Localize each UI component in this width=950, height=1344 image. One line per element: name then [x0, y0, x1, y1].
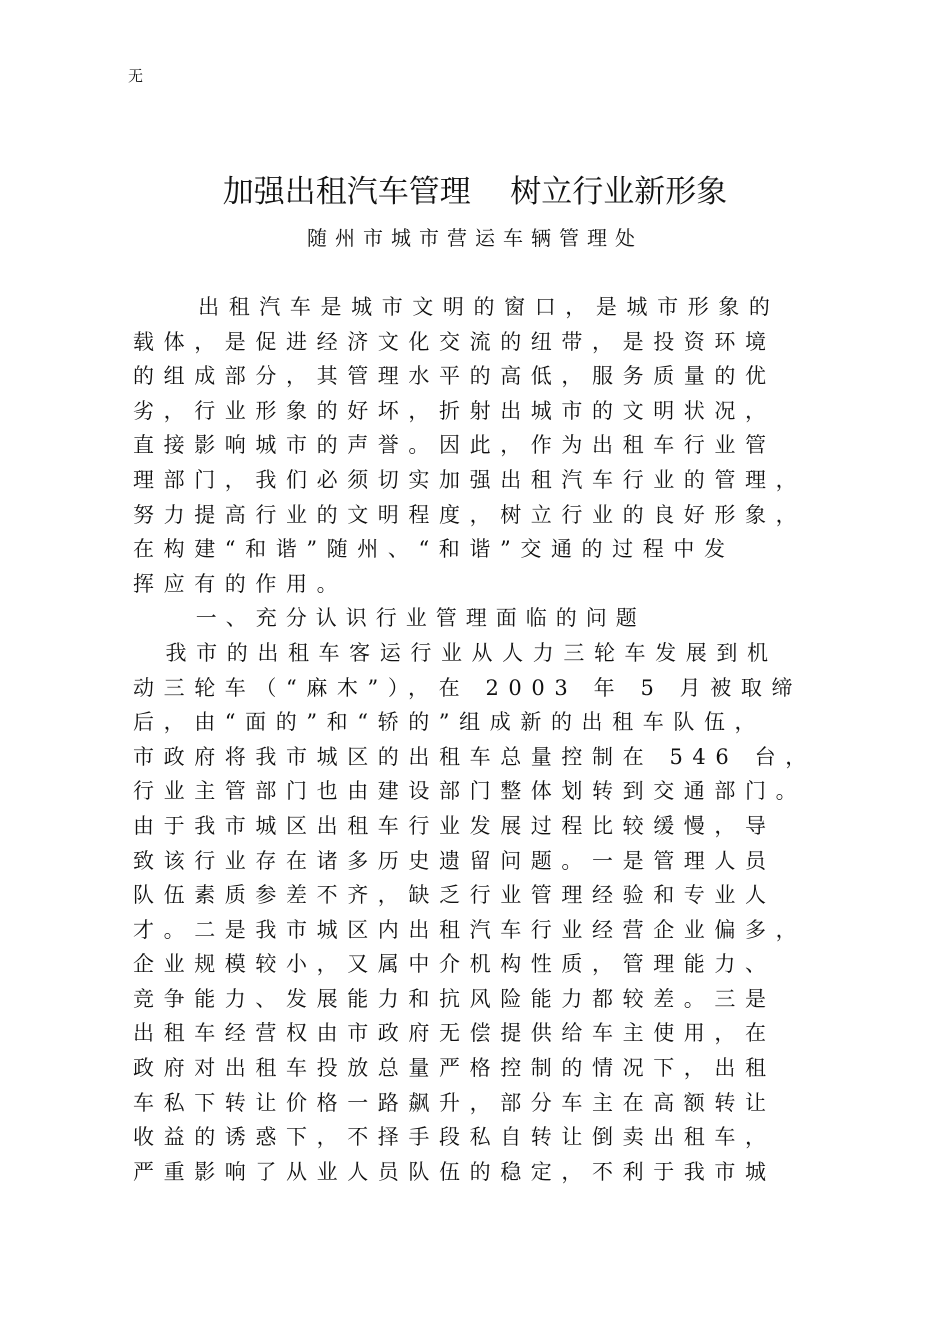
body-line: 理部门，我们必须切实加强出租汽车行业的管理， — [133, 467, 807, 492]
body-line: 队伍素质参差不齐，缺乏行业管理经验和专业人 — [133, 883, 776, 908]
body-line: 动三轮车（“麻木”），在 2003 年 5 月被取缔 — [133, 675, 803, 700]
body-line: 行业主管部门也由建设部门整体划转到交通部门。 — [133, 779, 807, 804]
body-line: 政府对出租车投放总量严格控制的情况下，出租 — [133, 1056, 776, 1081]
body-line: 车私下转让价格一路飙升，部分车主在高额转让 — [133, 1090, 776, 1115]
header-mark: 无 — [128, 67, 144, 85]
body-line: 竞争能力、发展能力和抗风险能力都较差。三是 — [133, 986, 776, 1011]
body-line: 出租汽车是城市文明的窗口，是城市形象的 — [133, 295, 780, 319]
body-line: 劣，行业形象的好坏，折射出城市的文明状况， — [133, 398, 776, 423]
document-title: 加强出租汽车管理 树立行业新形象 — [222, 174, 728, 210]
body-line: 致该行业存在诸多历史遗留问题。一是管理人员 — [133, 848, 776, 873]
body-line: 载体，是促进经济文化交流的纽带，是投资环境 — [133, 329, 776, 354]
body-line: 的组成部分，其管理水平的高低，服务质量的优 — [133, 364, 776, 389]
body-line: 直接影响城市的声誉。因此，作为出租车行业管 — [133, 433, 776, 458]
body-line: 在构建“和谐”随州、“和谐”交通的过程中发 — [133, 537, 735, 562]
document-body — [133, 290, 843, 1189]
body-line: 后，由“面的”和“轿的”组成新的出租车队伍， — [133, 710, 766, 735]
body-line: 严重影响了从业人员队伍的稳定，不利于我市城 — [133, 1159, 776, 1184]
body-line: 市政府将我市城区的出租车总量控制在 546 台， — [133, 744, 816, 769]
body-line: 努力提高行业的文明程度，树立行业的良好形象， — [133, 502, 807, 527]
body-line: 由于我市城区出租车行业发展过程比较缓慢，导 — [133, 813, 776, 838]
body-line: 我市的出租车客运行业从人力三轮车发展到机 — [133, 640, 778, 665]
body-line: 收益的诱惑下，不择手段私自转让倒卖出租车， — [133, 1125, 776, 1150]
body-line: 挥应有的作用。 — [133, 571, 348, 596]
body-line: 才。二是我市城区内出租汽车行业经营企业偏多， — [133, 917, 807, 942]
body-line: 出租车经营权由市政府无偿提供给车主使用，在 — [133, 1021, 776, 1046]
document-subtitle: 随州市城市营运车辆管理处 — [307, 226, 643, 250]
body-line: 企业规模较小，又属中介机构性质，管理能力、 — [133, 952, 776, 977]
section-heading: 一、充分认识行业管理面临的问题 — [133, 606, 646, 631]
